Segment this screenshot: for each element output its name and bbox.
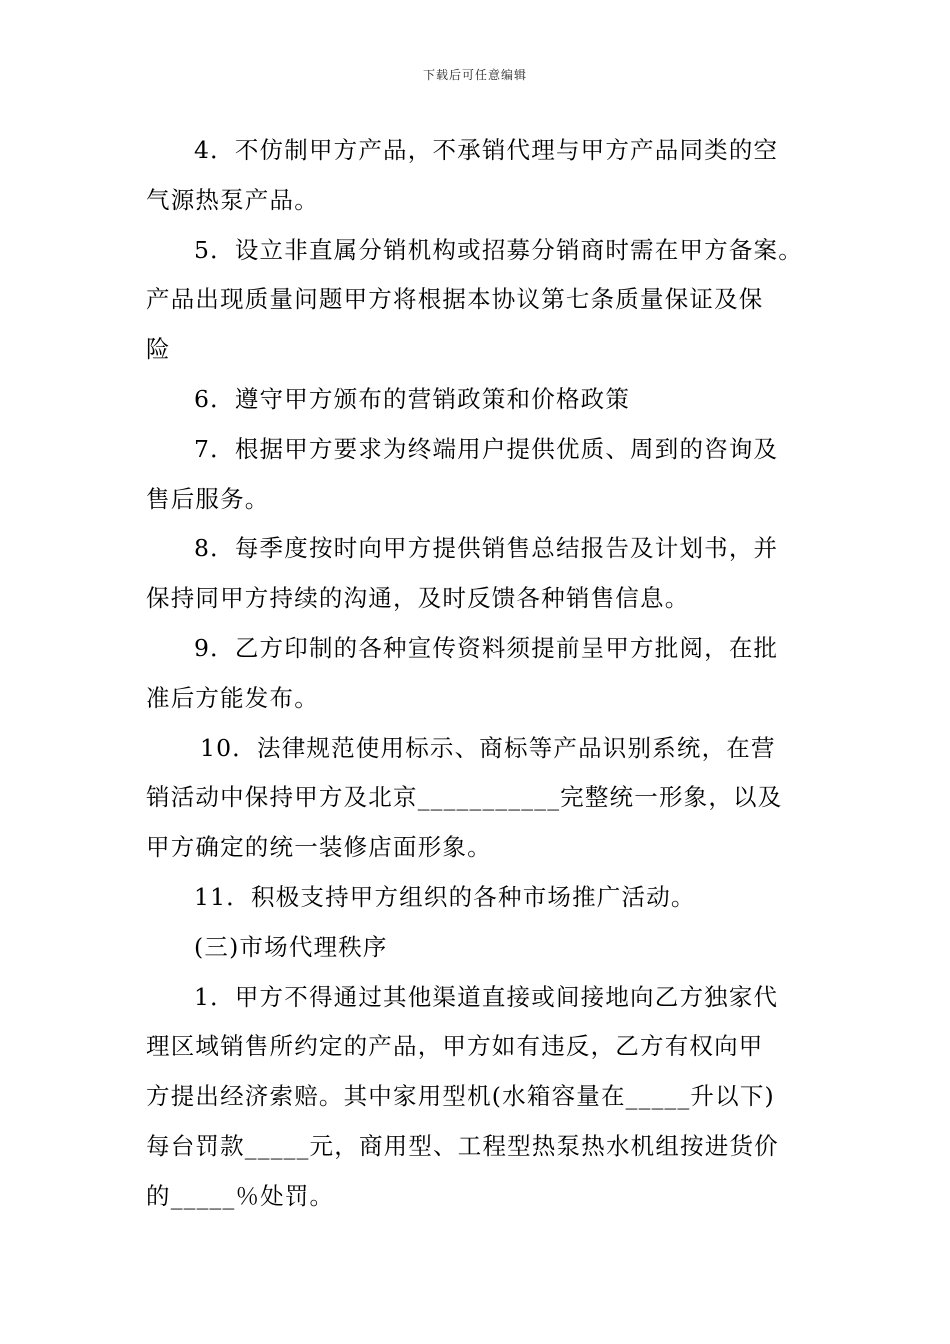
paragraph-line: 保持同甲方持续的沟通，及时反馈各种销售信息。 — [146, 584, 690, 613]
document-body — [146, 126, 826, 1222]
paragraph-line: 产品出现质量问题甲方将根据本协议第七条质量保证及保 — [146, 285, 764, 314]
paragraph-line: 方提出经济索赔。其中家用型机(水箱容量在_____升以下) — [146, 1082, 775, 1111]
paragraph-line: 7．根据甲方要求为终端用户提供优质、周到的咨询及 — [194, 434, 779, 463]
paragraph-line: 甲方确定的统一装修店面形象。 — [146, 833, 492, 862]
paragraph-line: 9．乙方印制的各种宣传资料须提前呈甲方批阅，在批 — [194, 633, 779, 662]
paragraph-line: 11．积极支持甲方组织的各种市场推广活动。 — [194, 882, 696, 911]
paragraph-line: 气源热泵产品。 — [146, 185, 319, 214]
paragraph-line: 的_____％处罚。 — [146, 1181, 335, 1210]
paragraph-line: 准后方能发布。 — [146, 683, 319, 712]
paragraph-line: 10．法律规范使用标示、商标等产品识别系统，在营 — [200, 733, 776, 762]
paragraph-line: 1．甲方不得通过其他渠道直接或间接地向乙方独家代 — [194, 982, 779, 1011]
section-heading: (三)市场代理秩序 — [194, 932, 388, 961]
paragraph-line: 8．每季度按时向甲方提供销售总结报告及计划书，并 — [194, 534, 779, 563]
paragraph-line: 售后服务。 — [146, 484, 270, 513]
page-header: 下载后可任意编辑 — [422, 68, 527, 82]
paragraph-line: 险 — [146, 335, 171, 364]
paragraph-line: 理区域销售所约定的产品，甲方如有违反，乙方有权向甲 — [146, 1032, 764, 1061]
paragraph-line: 5．设立非直属分销机构或招募分销商时需在甲方备案。 — [194, 235, 803, 264]
paragraph-line: 销活动中保持甲方及北京___________完整统一形象，以及 — [146, 783, 783, 812]
paragraph-line: 6．遵守甲方颁布的营销政策和价格政策 — [194, 384, 631, 413]
paragraph-line: 每台罚款_____元，商用型、工程型热泵热水机组按进货价 — [146, 1131, 779, 1160]
paragraph-line: 4．不仿制甲方产品，不承销代理与甲方产品同类的空 — [194, 136, 779, 164]
